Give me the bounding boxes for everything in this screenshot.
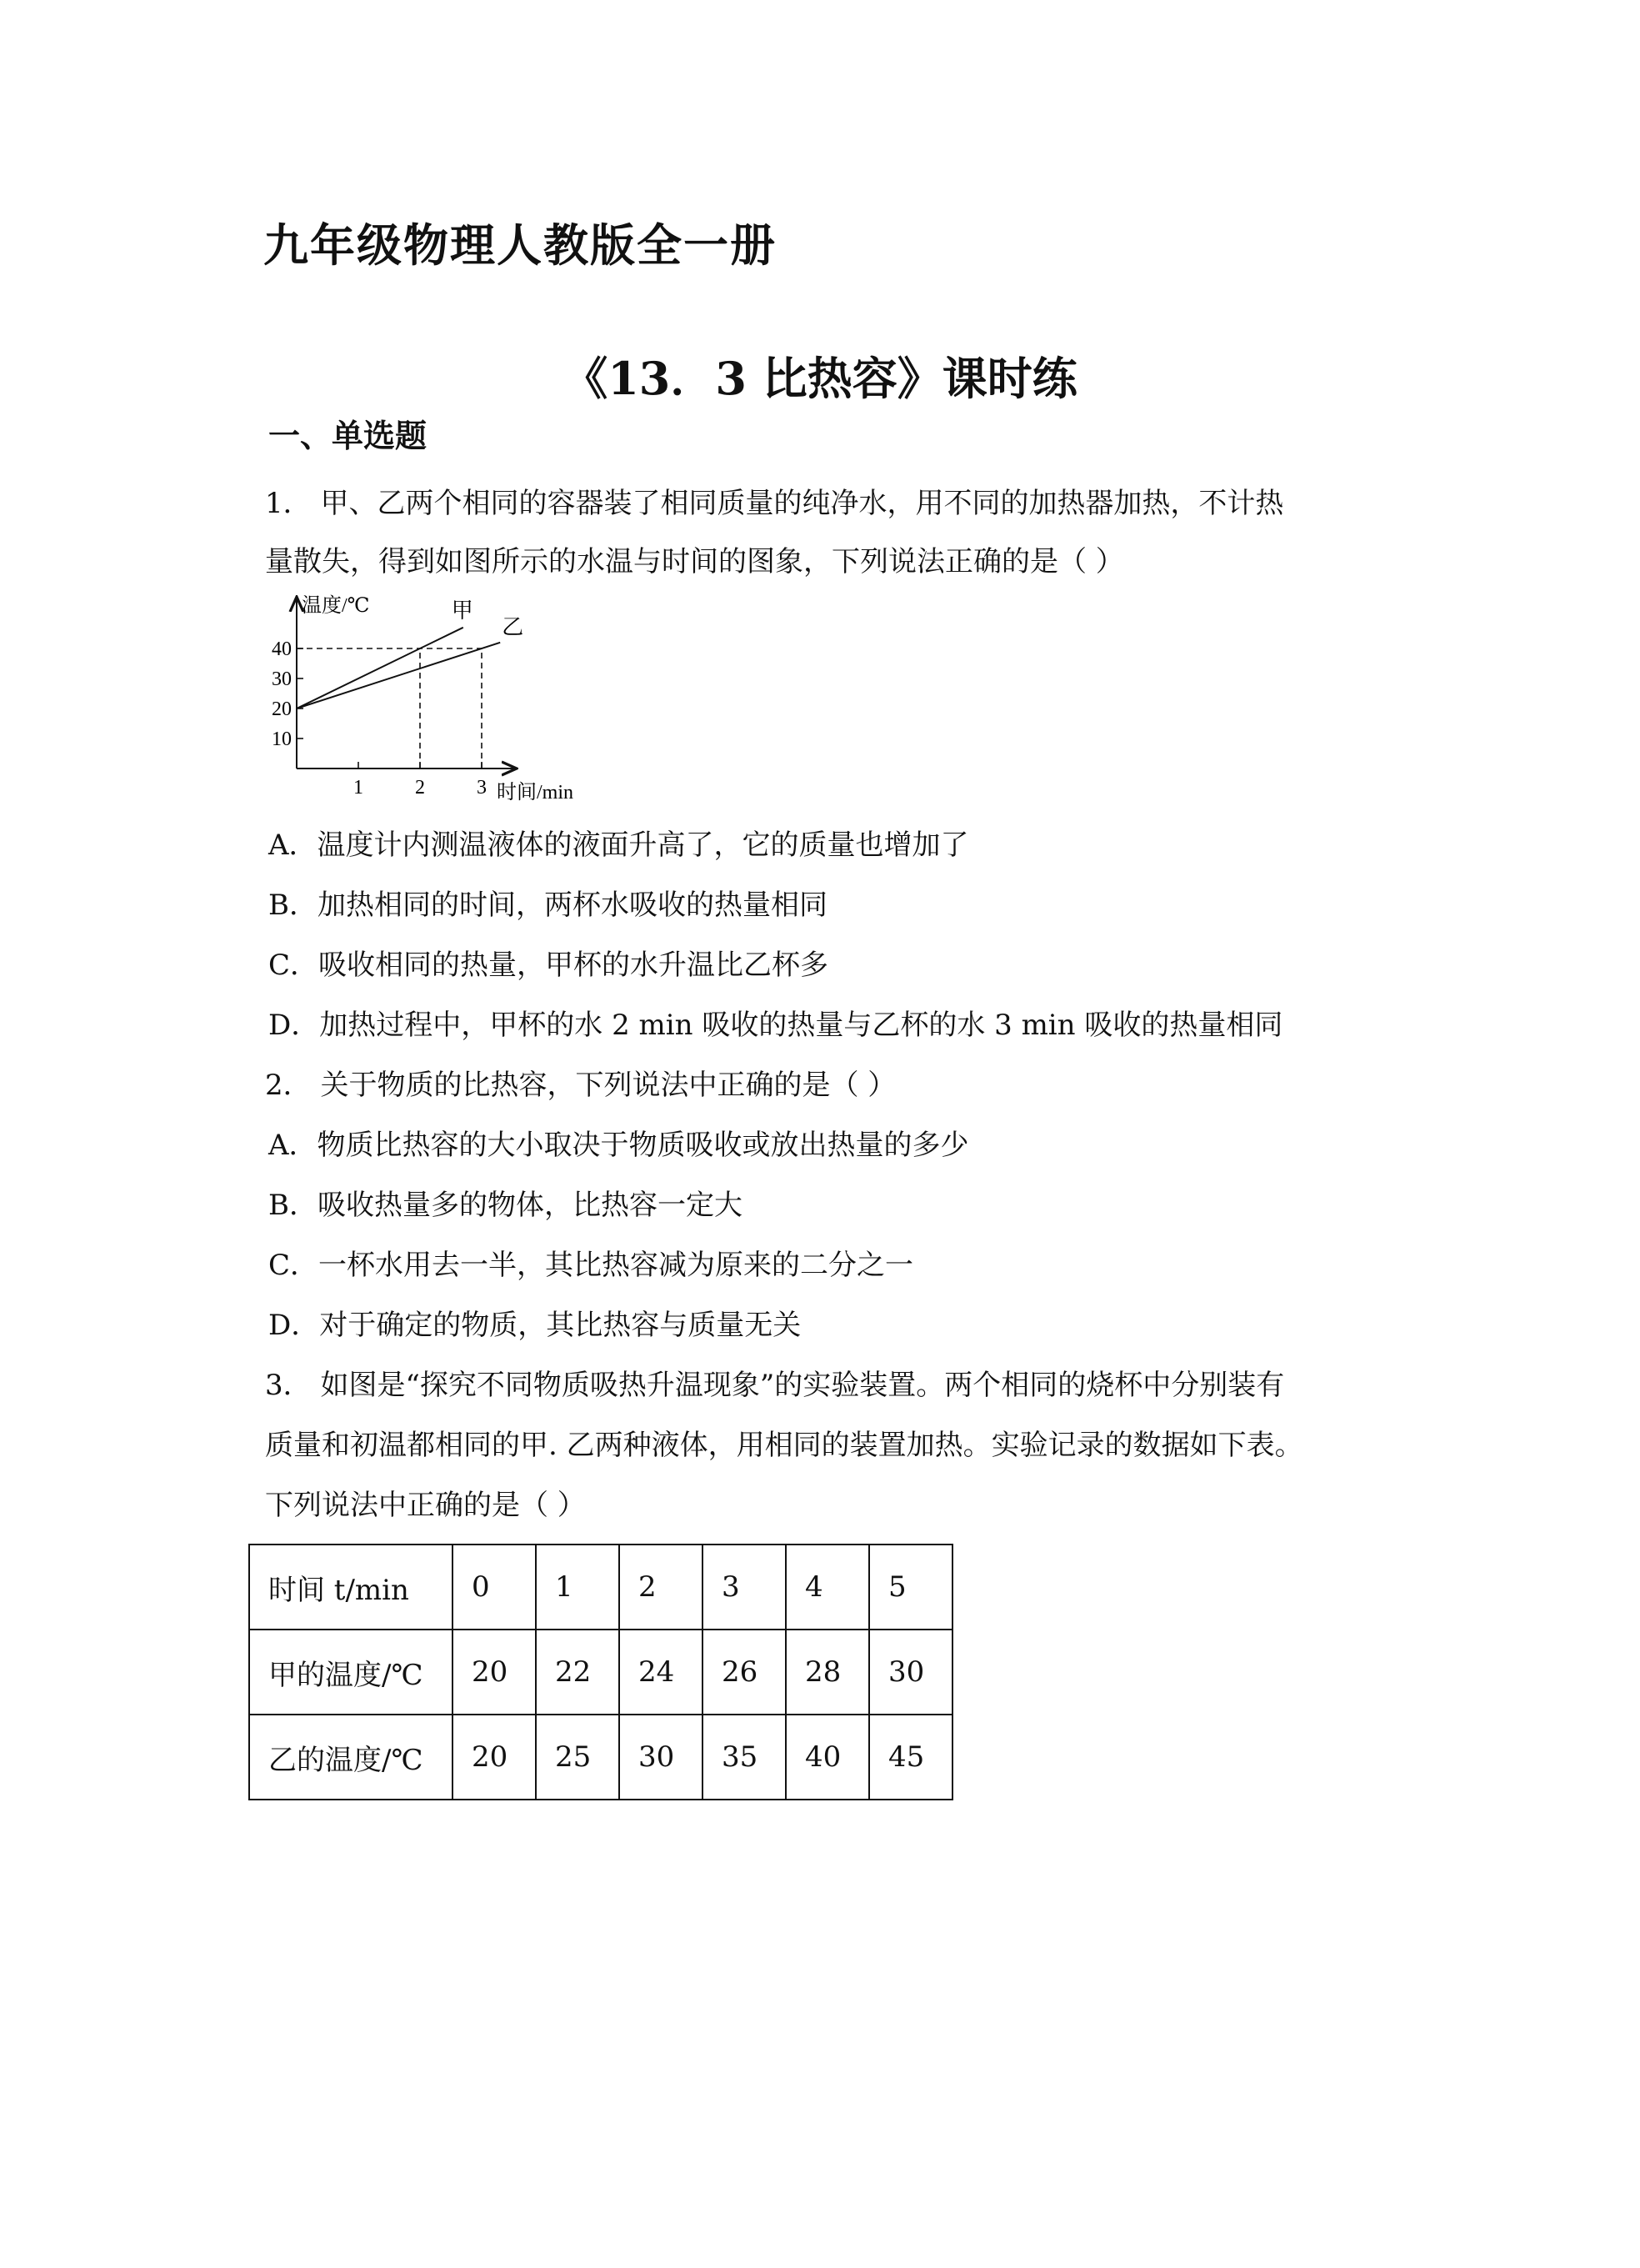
q3-stem-line2: 质量和初温都相同的甲. 乙两种液体，用相同的装置加热。实验记录的数据如下表。: [265, 1429, 1303, 1462]
table-cell: 20: [452, 1715, 536, 1800]
table-cell: 30: [619, 1715, 702, 1800]
table-cell: 26: [702, 1630, 786, 1715]
series-line-yi: [297, 643, 500, 708]
table-cell: 0: [452, 1545, 536, 1630]
table-cell: 甲的温度/℃: [249, 1630, 452, 1715]
table-cell: 35: [702, 1715, 786, 1800]
table-cell: 40: [786, 1715, 869, 1800]
y-tick-label: 10: [272, 728, 292, 750]
y-tick-label: 40: [272, 638, 292, 660]
table-cell: 25: [536, 1715, 619, 1800]
x-tick-label: 1: [353, 777, 363, 799]
lesson-title: 《13．3 比热容》课时练: [562, 352, 1078, 405]
table-row: [249, 1545, 952, 1630]
q3-stem-line1: 3． 如图是“探究不同物质吸热升温现象”的实验装置。两个相同的烧杯中分别装有: [265, 1369, 1285, 1402]
y-axis-label: 温度/℃: [302, 595, 370, 617]
table-cell: 24: [619, 1630, 702, 1715]
table-cell: 时间 t/min: [249, 1545, 452, 1630]
series-label: 乙: [502, 614, 524, 639]
grade-title: 九年级物理人教版全一册: [263, 218, 777, 272]
table-cell: 45: [869, 1715, 952, 1800]
x-tick-label: 3: [477, 777, 487, 799]
table-row: [249, 1715, 952, 1800]
table-cell: 2: [619, 1545, 702, 1630]
q1-option-b[interactable]: B．加热相同的时间，两杯水吸收的热量相同: [268, 889, 828, 922]
q1-stem-line2: 量散失，得到如图所示的水温与时间的图象，下列说法正确的是（ ）: [265, 545, 1124, 578]
table-cell: 乙的温度/℃: [249, 1715, 452, 1800]
y-tick-label: 20: [272, 698, 292, 720]
q1-option-a[interactable]: A．温度计内测温液体的液面升高了，它的质量也增加了: [268, 829, 969, 862]
series-label: 甲: [451, 598, 473, 623]
q2-option-c[interactable]: C．一杯水用去一半，其比热容减为原来的二分之一: [268, 1249, 914, 1282]
q1-option-c[interactable]: C．吸收相同的热量，甲杯的水升温比乙杯多: [268, 949, 829, 982]
q2-option-b[interactable]: B．吸收热量多的物体，比热容一定大: [268, 1189, 742, 1222]
table-cell: 30: [869, 1630, 952, 1715]
table-cell: 28: [786, 1630, 869, 1715]
table-cell: 4: [786, 1545, 869, 1630]
q2-option-d[interactable]: D．对于确定的物质，其比热容与质量无关: [268, 1309, 802, 1342]
q1-temperature-graph: [250, 583, 617, 820]
section-heading: 一、单选题: [268, 417, 428, 454]
q2-stem: 2． 关于物质的比热容，下列说法中正确的是（ ）: [265, 1069, 897, 1102]
x-tick-label: 2: [415, 777, 425, 799]
q3-stem-line3: 下列说法中正确的是（ ）: [265, 1489, 586, 1522]
temperature-time-chart: [250, 583, 617, 817]
q1-stem-line1: 1． 甲、乙两个相同的容器装了相同质量的纯净水，用不同的加热器加热，不计热: [265, 487, 1284, 520]
y-tick-label: 30: [272, 668, 292, 690]
table-cell: 1: [536, 1545, 619, 1630]
table-cell: 5: [869, 1545, 952, 1630]
table-cell: 3: [702, 1545, 786, 1630]
series-line-jia: [297, 628, 463, 708]
table-cell: 22: [536, 1630, 619, 1715]
table-cell: 20: [452, 1630, 536, 1715]
q1-option-d[interactable]: D．加热过程中，甲杯的水 2 min 吸收的热量与乙杯的水 3 min 吸收的热量相同: [268, 1009, 1283, 1042]
x-axis-label: 时间/min: [497, 782, 574, 804]
q3-data-table: [248, 1544, 953, 1800]
table-row: [249, 1630, 952, 1715]
q2-option-a[interactable]: A．物质比热容的大小取决于物质吸收或放出热量的多少: [268, 1129, 969, 1162]
